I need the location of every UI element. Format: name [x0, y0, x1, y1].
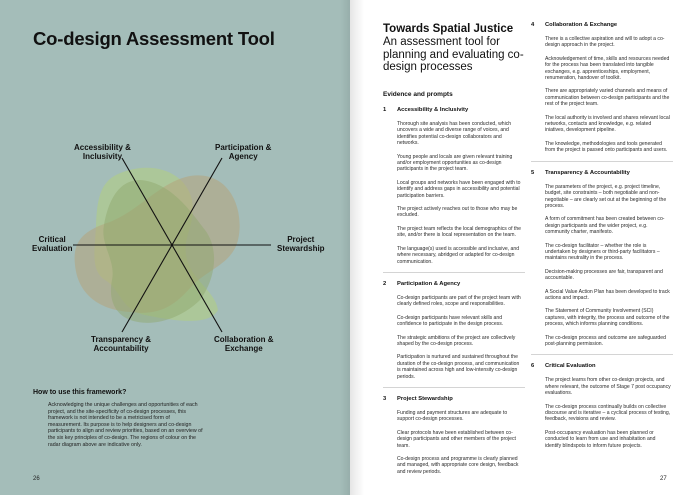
prompt-paragraph: A Social Value Action Plan has been developed to track actions and impact. — [545, 288, 670, 301]
section-5 — [531, 170, 671, 348]
prompt-paragraph: The strategic ambitions of the project are collectively shaped by the co-design process. — [397, 334, 516, 347]
prompt-paragraph: The co-design process continually builds on collective discourse and is iterative – a cyclical process of testing, feedback, revisions and review. — [545, 403, 671, 423]
right-column-1 — [383, 107, 523, 482]
right-column-2 — [531, 22, 671, 456]
prompt-paragraph: Thorough site analysis has been conducted, which uncovers a wide and diverse range of voices, and identifies potential co-design collaborators and networks. — [397, 121, 512, 147]
prompt-paragraph: Funding and payment structures are adequate to support co-design processes. — [397, 409, 508, 423]
axis-label-line: Critical — [38, 235, 66, 244]
axis-label-line: Exchange — [224, 344, 263, 353]
section-number: 3 — [383, 395, 387, 402]
section-title: Critical Evaluation — [545, 363, 596, 370]
axis-label-line: Collaboration & — [214, 335, 274, 344]
section-heading — [383, 107, 523, 113]
axis-label-line: Accessibility & — [74, 143, 131, 152]
prompt-paragraph: The project actively reaches out to those who may be excluded. — [397, 206, 518, 219]
axis-label-evaluation — [32, 235, 72, 253]
prompt-paragraph: The project learns from other co-design projects, and where relevant, the outcome of Stage 7 post occupancy evaluations. — [545, 377, 671, 397]
axis-label-accessibility — [74, 143, 131, 161]
page-number-left: 26 — [33, 476, 40, 482]
howto-body: Acknowledging the unique challenges and opportunities of each project, and the site-specificity of co-design processes, this framework is not intended to be a metricised form of measurement. Its purpose is to help designers and co-design participants to align and review priorities, based on an overview of the six key principles of co-design. The regions of colour on the radar diagram above are indicative only. — [48, 402, 203, 448]
section-heading — [531, 363, 671, 369]
section-body — [545, 184, 671, 348]
howto-title: How to use this framework? — [33, 389, 127, 396]
section-divider — [383, 387, 525, 388]
evidence-heading: Evidence and prompts — [383, 91, 453, 98]
section-heading — [531, 22, 671, 28]
section-title: Project Stewardship — [397, 395, 453, 402]
prompt-paragraph: There is a collective aspiration and will to adopt a co-design approach in the project. — [545, 36, 665, 49]
axis-label-transparency — [91, 335, 151, 353]
prompt-paragraph: There are appropriately varied channels and means of communication between co-design participants and the rest of the project team. — [545, 88, 670, 108]
axis-label-line: Project — [287, 235, 315, 244]
axis-label-participation — [215, 143, 271, 161]
right-page-heading — [383, 23, 533, 74]
prompt-paragraph: The co-design process and outcome are safeguarded post-planning permission. — [545, 334, 666, 347]
prompt-paragraph: The local authority is involved and shares relevant local networks, contacts and knowledge, e.g. related iniatives, development pipeline. — [545, 114, 670, 134]
prompt-paragraph: A form of commitment has been created between co-design participants and the wider project, e.g. community charter, manifesto. — [545, 216, 665, 236]
section-number: 2 — [383, 280, 387, 287]
prompt-paragraph: Participation is nurtured and sustained throughout the duration of the co-design process, and communication is maintained across high and low-intensity co-design periods. — [397, 354, 520, 380]
axis-label-line: Accountability — [93, 344, 149, 353]
page-title: Co-design Assessment Tool — [33, 28, 275, 49]
section-number: 4 — [531, 22, 535, 28]
right-page-subtitle: An assessment tool for planning and evaluating co-design processes — [383, 36, 524, 73]
howto-section — [33, 389, 203, 448]
section-body — [397, 410, 523, 475]
section-2 — [383, 281, 523, 380]
section-heading — [383, 281, 523, 287]
axis-label-stewardship — [277, 235, 325, 253]
axis-label-collaboration — [214, 335, 274, 353]
section-divider — [383, 272, 525, 273]
prompt-paragraph: Decision-making processes are fair, transparent and accountable. — [545, 268, 663, 282]
section-6 — [531, 363, 671, 449]
section-title: Transparency & Accountability — [545, 169, 630, 176]
section-1 — [383, 107, 523, 265]
prompt-paragraph: Co-design participants have relevant skills and confidence to participate in the design process. — [397, 314, 504, 328]
section-title: Participation & Agency — [397, 280, 461, 287]
prompt-paragraph: The knowledge, methodologies and tools generated from the project is passed onto participants and users. — [545, 140, 668, 154]
prompt-paragraph: The project team reflects the local demographics of the site, and/or there is local representation on the team. — [397, 225, 522, 239]
axis-label-line: Transparency & — [91, 335, 152, 344]
section-divider — [531, 354, 673, 355]
section-4 — [531, 22, 671, 154]
axis-label-line: Agency — [228, 152, 258, 161]
axis-label-line: Evaluation — [32, 244, 73, 253]
section-3 — [383, 396, 523, 475]
radar-diagram — [0, 130, 350, 370]
section-number: 5 — [531, 169, 535, 176]
section-number: 6 — [531, 363, 535, 370]
prompt-paragraph: Clear protocols have been established between co-design participants and other members of the project team. — [397, 429, 516, 449]
prompt-paragraph: Co-design participants are part of the project team with clearly defined roles, scope and responsibilities. — [397, 294, 521, 308]
prompt-paragraph: Co-design process and programme is clearly planned and managed, with appropriate core design, feedback and review periods. — [397, 456, 519, 475]
section-heading — [383, 396, 523, 402]
axis-label-line: Participation & — [215, 143, 272, 152]
section-number: 1 — [383, 107, 387, 113]
section-body — [397, 121, 523, 265]
prompt-paragraph: Post-occupancy evaluation has been planned or conducted to learn from use and inhabitation and identify blindspots to inform future projects. — [545, 429, 656, 449]
section-title: Collaboration & Exchange — [545, 22, 618, 28]
prompt-paragraph: The co-design facilitator – whether the role is undertaken by designers or third-party facilitators – maintains neutrality in the process. — [545, 242, 660, 262]
section-body — [397, 295, 523, 380]
section-body — [545, 377, 671, 449]
prompt-paragraph: Local groups and networks have been engaged with to identify and address gaps in accessibility and potential participation barriers. — [397, 179, 521, 199]
prompt-paragraph: The language(s) used is accessible and inclusive, and where necessary, abridged or adapted for co-design communication. — [397, 245, 520, 265]
axis-label-line: Inclusivity — [82, 152, 123, 161]
section-divider — [531, 161, 673, 162]
section-body — [545, 36, 671, 154]
right-page-title: Towards Spatial Justice — [383, 23, 514, 35]
prompt-paragraph: The Statement of Community Involvement (SCI) captures, with integrity, the process and outcome of the process, which informs planning conditions. — [545, 308, 670, 328]
prompt-paragraph: Young people and locals are given relevant training and/or employment opportunities as co-design participants in the project team. — [397, 153, 513, 173]
prompt-paragraph: Acknowledgement of time, skills and resources needed for the process has been translated into tangible exchanges, e.g. apprenticeships, employment, renumeration, handover of toolkit. — [545, 55, 670, 82]
prompt-paragraph: The parameters of the project, e.g. project timeline, budget, site constraints – both negotiable and non-negotiable – are clearly set out at the beginning of the process. — [545, 183, 667, 209]
page-number-right: 27 — [660, 476, 667, 482]
section-title: Accessibility & Inclusivity — [397, 107, 469, 113]
axis-label-line: Stewardship — [277, 244, 325, 253]
section-heading — [531, 170, 671, 176]
